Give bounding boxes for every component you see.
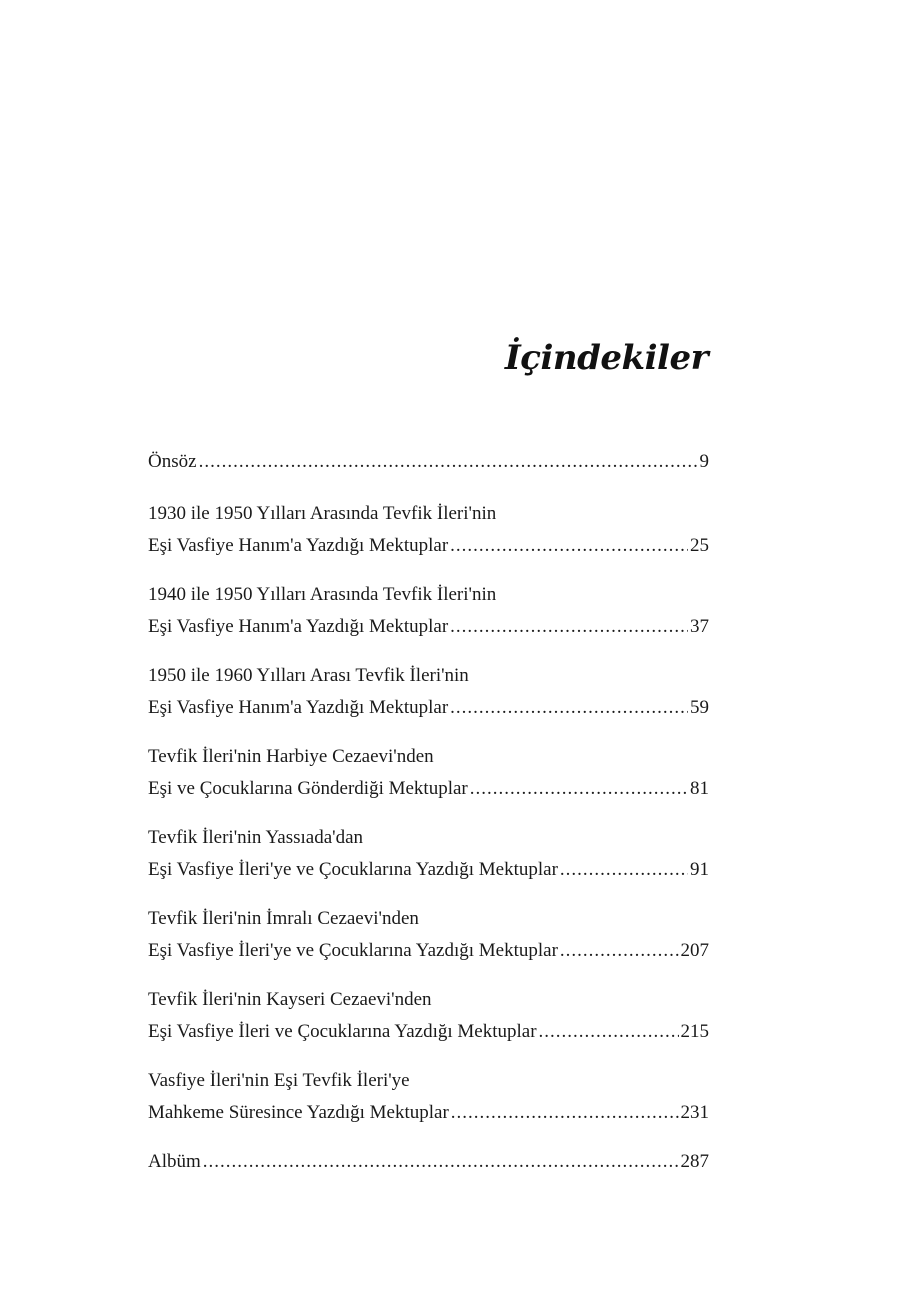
table-of-contents xyxy=(148,446,709,1198)
toc-entry-subtitle: Eşi Vasfiye İleri ve Çocuklarına Yazdığı Mektuplar xyxy=(148,1021,537,1042)
toc-line xyxy=(148,446,709,478)
toc-entry-subtitle: Eşi Vasfiye Hanım'a Yazdığı Mektuplar xyxy=(148,616,449,637)
toc-entry-subtitle: Eşi ve Çocuklarına Gönderdiği Mektuplar xyxy=(148,778,468,799)
dot-leader xyxy=(199,446,698,478)
toc-entry-kayseri[interactable] xyxy=(148,984,709,1048)
toc-entry-1930-1950[interactable] xyxy=(148,498,709,562)
toc-page-number: 9 xyxy=(699,451,709,472)
toc-entry-title: Önsöz xyxy=(148,451,197,472)
toc-page-number: 91 xyxy=(690,859,709,880)
toc-entry-title: Tevfik İleri'nin Harbiye Cezaevi'nden xyxy=(148,746,434,767)
dot-leader xyxy=(203,1146,679,1178)
toc-entry-album[interactable] xyxy=(148,1146,709,1178)
dot-leader xyxy=(450,530,688,562)
toc-line xyxy=(148,1097,709,1129)
toc-line xyxy=(148,1146,709,1178)
toc-page-number: 25 xyxy=(690,535,709,556)
toc-line xyxy=(148,1016,709,1048)
dot-leader xyxy=(539,1016,679,1048)
toc-entry-title: 1950 ile 1960 Yılları Arası Tevfik İleri'nin xyxy=(148,665,469,686)
dot-leader xyxy=(560,854,688,886)
toc-entry-subtitle: Eşi Vasfiye İleri'ye ve Çocuklarına Yazdığı Mektuplar xyxy=(148,859,558,880)
toc-entry-subtitle: Eşi Vasfiye İleri'ye ve Çocuklarına Yazdığı Mektuplar xyxy=(148,940,558,961)
toc-page-number: 207 xyxy=(680,940,709,961)
dot-leader xyxy=(470,773,688,805)
toc-page-number: 37 xyxy=(690,616,709,637)
toc-page-number: 231 xyxy=(680,1102,709,1123)
toc-entry-title: Vasfiye İleri'nin Eşi Tevfik İleri'ye xyxy=(148,1070,410,1091)
toc-entry-harbiye[interactable] xyxy=(148,741,709,805)
toc-line xyxy=(148,692,709,724)
toc-entry-subtitle: Mahkeme Süresince Yazdığı Mektuplar xyxy=(148,1102,449,1123)
toc-entry-subtitle: Eşi Vasfiye Hanım'a Yazdığı Mektuplar xyxy=(148,535,449,556)
toc-line xyxy=(148,935,709,967)
dot-leader xyxy=(450,692,688,724)
toc-entry-title: Tevfik İleri'nin İmralı Cezaevi'nden xyxy=(148,908,419,929)
toc-entry-title: Tevfik İleri'nin Yassıada'dan xyxy=(148,827,364,848)
toc-entry-title: Albüm xyxy=(148,1151,201,1172)
toc-page-number: 81 xyxy=(690,778,709,799)
page-title: İçindekiler xyxy=(504,338,708,378)
toc-entry-title: 1940 ile 1950 Yılları Arasında Tevfik İleri'nin xyxy=(148,584,497,605)
toc-line xyxy=(148,530,709,562)
dot-leader xyxy=(451,1097,679,1129)
dot-leader xyxy=(560,935,679,967)
toc-entry-1940-1950[interactable] xyxy=(148,579,709,643)
toc-entry-mahkeme[interactable] xyxy=(148,1065,709,1129)
toc-entry-yassiada[interactable] xyxy=(148,822,709,886)
toc-entry-title: Tevfik İleri'nin Kayseri Cezaevi'nden xyxy=(148,989,432,1010)
toc-line xyxy=(148,854,709,886)
dot-leader xyxy=(450,611,688,643)
toc-entry-1950-1960[interactable] xyxy=(148,660,709,724)
toc-entry-imrali[interactable] xyxy=(148,903,709,967)
toc-entry-subtitle: Eşi Vasfiye Hanım'a Yazdığı Mektuplar xyxy=(148,697,449,718)
toc-entry-onsoz[interactable] xyxy=(148,446,709,478)
toc-page-number: 287 xyxy=(680,1151,709,1172)
toc-page-number: 59 xyxy=(690,697,709,718)
toc-line xyxy=(148,773,709,805)
toc-line xyxy=(148,611,709,643)
toc-page-number: 215 xyxy=(680,1021,709,1042)
toc-entry-title: 1930 ile 1950 Yılları Arasında Tevfik İleri'nin xyxy=(148,503,497,524)
